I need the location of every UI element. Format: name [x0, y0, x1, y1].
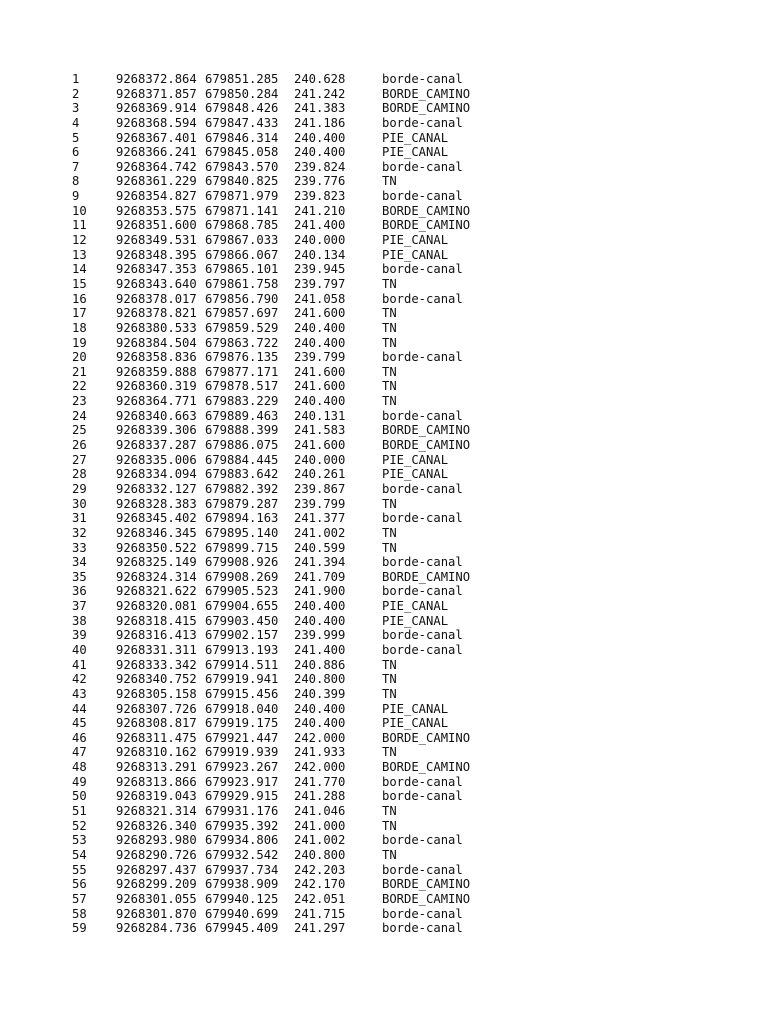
- northing-value: 9268364.742: [116, 159, 197, 174]
- point-id: 38: [72, 613, 87, 628]
- northing-value: 9268339.306: [116, 423, 197, 438]
- point-id: 46: [72, 730, 87, 745]
- northing-value: 9268319.043: [116, 789, 197, 804]
- point-id: 1: [72, 72, 80, 86]
- northing-value: 9268348.395: [116, 247, 197, 262]
- elevation-value: 241.715: [294, 906, 346, 921]
- description-code: TN: [382, 276, 397, 291]
- description-code: borde-canal: [382, 921, 463, 936]
- description-code: borde-canal: [382, 789, 463, 804]
- elevation-value: 241.297: [294, 921, 346, 936]
- easting-value: 679940.125: [205, 891, 279, 906]
- point-id: 4: [72, 115, 80, 130]
- northing-value: 9268321.314: [116, 804, 197, 819]
- northing-value: 9268324.314: [116, 569, 197, 584]
- point-id: 28: [72, 467, 87, 482]
- description-code: TN: [382, 496, 397, 511]
- northing-value: 9268340.752: [116, 672, 197, 687]
- northing-value: 9268332.127: [116, 481, 197, 496]
- description-code: PIE_CANAL: [382, 452, 449, 467]
- elevation-value: 239.824: [294, 159, 346, 174]
- elevation-value: 240.400: [294, 613, 346, 628]
- point-id: 7: [72, 159, 80, 174]
- easting-value: 679865.101: [205, 262, 279, 277]
- point-id: 6: [72, 145, 80, 160]
- elevation-value: 241.288: [294, 789, 346, 804]
- point-id: 52: [72, 818, 87, 833]
- northing-value: 9268284.736: [116, 921, 197, 936]
- northing-value: 9268337.287: [116, 438, 197, 453]
- point-id: 59: [72, 921, 87, 936]
- elevation-value: 241.933: [294, 745, 346, 760]
- easting-value: 679884.445: [205, 452, 279, 467]
- elevation-value: 240.800: [294, 847, 346, 862]
- point-id: 58: [72, 906, 87, 921]
- easting-value: 679934.806: [205, 833, 279, 848]
- northing-value: 9268333.342: [116, 657, 197, 672]
- point-id: 56: [72, 877, 87, 892]
- point-id: 21: [72, 364, 87, 379]
- northing-value: 9268361.229: [116, 174, 197, 189]
- point-id: 33: [72, 540, 87, 555]
- description-code: borde-canal: [382, 72, 463, 86]
- elevation-value: 241.600: [294, 379, 346, 394]
- elevation-value: 240.400: [294, 145, 346, 160]
- easting-value: 679878.517: [205, 379, 279, 394]
- elevation-value: 239.797: [294, 276, 346, 291]
- description-code: BORDE_CAMINO: [382, 569, 471, 584]
- point-id: 10: [72, 203, 87, 218]
- point-id: 45: [72, 716, 87, 731]
- description-code: borde-canal: [382, 189, 463, 204]
- elevation-value: 240.400: [294, 320, 346, 335]
- northing-value: 9268367.401: [116, 130, 197, 145]
- description-code: TN: [382, 686, 397, 701]
- elevation-value: 240.400: [294, 130, 346, 145]
- northing-value: 9268290.726: [116, 847, 197, 862]
- northing-value: 9268360.319: [116, 379, 197, 394]
- point-id: 16: [72, 291, 87, 306]
- point-id: 54: [72, 847, 87, 862]
- northing-value: 9268345.402: [116, 511, 197, 526]
- easting-value: 679895.140: [205, 525, 279, 540]
- easting-value: 679937.734: [205, 862, 279, 877]
- description-code: TN: [382, 379, 397, 394]
- description-code: TN: [382, 672, 397, 687]
- easting-value: 679894.163: [205, 511, 279, 526]
- point-id: 36: [72, 584, 87, 599]
- point-id: 41: [72, 657, 87, 672]
- elevation-value: 239.799: [294, 496, 346, 511]
- elevation-value: 241.394: [294, 555, 346, 570]
- elevation-value: 241.186: [294, 115, 346, 130]
- northing-value: 9268311.475: [116, 730, 197, 745]
- point-id: 17: [72, 306, 87, 321]
- easting-value: 679931.176: [205, 804, 279, 819]
- description-code: BORDE_CAMINO: [382, 218, 471, 233]
- point-id: 13: [72, 247, 87, 262]
- point-id: 29: [72, 481, 87, 496]
- description-code: borde-canal: [382, 350, 463, 365]
- description-code: borde-canal: [382, 584, 463, 599]
- northing-value: 9268325.149: [116, 555, 197, 570]
- point-id: 12: [72, 233, 87, 248]
- point-id: 23: [72, 394, 87, 409]
- easting-value: 679847.433: [205, 115, 279, 130]
- northing-value: 9268318.415: [116, 613, 197, 628]
- northing-value: 9268369.914: [116, 101, 197, 116]
- description-code: PIE_CANAL: [382, 467, 449, 482]
- elevation-value: 240.400: [294, 335, 346, 350]
- description-code: borde-canal: [382, 159, 463, 174]
- easting-value: 679889.463: [205, 408, 279, 423]
- northing-value: 9268380.533: [116, 320, 197, 335]
- elevation-value: 239.945: [294, 262, 346, 277]
- easting-value: 679857.697: [205, 306, 279, 321]
- point-id: 50: [72, 789, 87, 804]
- elevation-value: 241.002: [294, 833, 346, 848]
- easting-value: 679861.758: [205, 276, 279, 291]
- easting-value: 679843.570: [205, 159, 279, 174]
- northing-value: 9268371.857: [116, 86, 197, 101]
- elevation-value: 241.583: [294, 423, 346, 438]
- point-id: 9: [72, 189, 80, 204]
- point-id: 39: [72, 628, 87, 643]
- description-code: PIE_CANAL: [382, 247, 449, 262]
- northing-value: 9268359.888: [116, 364, 197, 379]
- northing-value: 9268384.504: [116, 335, 197, 350]
- description-code: BORDE_CAMINO: [382, 203, 471, 218]
- elevation-value: 242.170: [294, 877, 346, 892]
- elevation-value: 241.770: [294, 774, 346, 789]
- easting-value: 679935.392: [205, 818, 279, 833]
- easting-value: 679859.529: [205, 320, 279, 335]
- northing-value: 9268346.345: [116, 525, 197, 540]
- description-code: PIE_CANAL: [382, 233, 449, 248]
- easting-value: 679877.171: [205, 364, 279, 379]
- description-code: TN: [382, 320, 397, 335]
- point-id: 43: [72, 686, 87, 701]
- easting-value: 679938.909: [205, 877, 279, 892]
- northing-value: 9268335.006: [116, 452, 197, 467]
- description-code: borde-canal: [382, 291, 463, 306]
- point-id: 3: [72, 101, 80, 116]
- point-id: 8: [72, 174, 80, 189]
- northing-value: 9268316.413: [116, 628, 197, 643]
- point-id: 47: [72, 745, 87, 760]
- description-code: borde-canal: [382, 628, 463, 643]
- elevation-value: 241.242: [294, 86, 346, 101]
- easting-value: 679929.915: [205, 789, 279, 804]
- point-id: 57: [72, 891, 87, 906]
- description-code: TN: [382, 394, 397, 409]
- point-id: 2: [72, 86, 80, 101]
- description-code: BORDE_CAMINO: [382, 730, 471, 745]
- easting-value: 679923.267: [205, 760, 279, 775]
- easting-value: 679913.193: [205, 642, 279, 657]
- northing-value: 9268320.081: [116, 599, 197, 614]
- point-id: 31: [72, 511, 87, 526]
- description-code: TN: [382, 657, 397, 672]
- northing-value: 9268334.094: [116, 467, 197, 482]
- description-code: BORDE_CAMINO: [382, 891, 471, 906]
- northing-value: 9268305.158: [116, 686, 197, 701]
- point-id: 24: [72, 408, 87, 423]
- elevation-value: 240.400: [294, 394, 346, 409]
- northing-value: 9268347.353: [116, 262, 197, 277]
- point-id: 22: [72, 379, 87, 394]
- description-code: BORDE_CAMINO: [382, 86, 471, 101]
- description-code: TN: [382, 364, 397, 379]
- point-id: 40: [72, 642, 87, 657]
- northing-value: 9268349.531: [116, 233, 197, 248]
- point-id: 20: [72, 350, 87, 365]
- elevation-value: 240.400: [294, 599, 346, 614]
- description-code: borde-canal: [382, 862, 463, 877]
- northing-value: 9268297.437: [116, 862, 197, 877]
- northing-value: 9268350.522: [116, 540, 197, 555]
- easting-value: 679940.699: [205, 906, 279, 921]
- easting-value: 679915.456: [205, 686, 279, 701]
- description-code: PIE_CANAL: [382, 145, 449, 160]
- elevation-value: 240.134: [294, 247, 346, 262]
- easting-value: 679886.075: [205, 438, 279, 453]
- description-code: PIE_CANAL: [382, 599, 449, 614]
- elevation-value: 241.900: [294, 584, 346, 599]
- point-id: 5: [72, 130, 80, 145]
- northing-value: 9268372.864: [116, 72, 197, 86]
- easting-value: 679914.511: [205, 657, 279, 672]
- easting-value: 679848.426: [205, 101, 279, 116]
- description-code: BORDE_CAMINO: [382, 438, 471, 453]
- easting-value: 679904.655: [205, 599, 279, 614]
- description-code: borde-canal: [382, 408, 463, 423]
- description-code: BORDE_CAMINO: [382, 423, 471, 438]
- elevation-value: 241.600: [294, 438, 346, 453]
- description-code: TN: [382, 525, 397, 540]
- description-code: borde-canal: [382, 833, 463, 848]
- easting-value: 679868.785: [205, 218, 279, 233]
- elevation-value: 239.823: [294, 189, 346, 204]
- description-code: BORDE_CAMINO: [382, 760, 471, 775]
- easting-value: 679908.926: [205, 555, 279, 570]
- elevation-value: 240.400: [294, 716, 346, 731]
- northing-value: 9268307.726: [116, 701, 197, 716]
- description-code: TN: [382, 306, 397, 321]
- easting-value: 679851.285: [205, 72, 279, 86]
- point-id: 35: [72, 569, 87, 584]
- easting-value: 679845.058: [205, 145, 279, 160]
- northing-value: 9268326.340: [116, 818, 197, 833]
- description-code: borde-canal: [382, 511, 463, 526]
- easting-value: 679871.141: [205, 203, 279, 218]
- easting-value: 679921.447: [205, 730, 279, 745]
- point-id: 55: [72, 862, 87, 877]
- northing-value: 9268321.622: [116, 584, 197, 599]
- elevation-value: 240.000: [294, 452, 346, 467]
- easting-value: 679850.284: [205, 86, 279, 101]
- description-code: TN: [382, 847, 397, 862]
- northing-value: 9268331.311: [116, 642, 197, 657]
- point-id: 51: [72, 804, 87, 819]
- elevation-value: 239.776: [294, 174, 346, 189]
- elevation-value: 241.600: [294, 364, 346, 379]
- elevation-value: 239.999: [294, 628, 346, 643]
- description-code: borde-canal: [382, 642, 463, 657]
- elevation-value: 240.599: [294, 540, 346, 555]
- easting-value: 679876.135: [205, 350, 279, 365]
- description-code: borde-canal: [382, 115, 463, 130]
- northing-value: 9268301.870: [116, 906, 197, 921]
- description-code: PIE_CANAL: [382, 613, 449, 628]
- northing-value: 9268354.827: [116, 189, 197, 204]
- northing-value: 9268340.663: [116, 408, 197, 423]
- point-id: 19: [72, 335, 87, 350]
- northing-value: 9268328.383: [116, 496, 197, 511]
- elevation-value: 240.399: [294, 686, 346, 701]
- easting-value: 679932.542: [205, 847, 279, 862]
- easting-value: 679902.157: [205, 628, 279, 643]
- elevation-value: 241.058: [294, 291, 346, 306]
- elevation-value: 241.383: [294, 101, 346, 116]
- point-id: 27: [72, 452, 87, 467]
- easting-value: 679903.450: [205, 613, 279, 628]
- description-code: borde-canal: [382, 262, 463, 277]
- point-id: 15: [72, 276, 87, 291]
- elevation-value: 240.886: [294, 657, 346, 672]
- easting-value: 679846.314: [205, 130, 279, 145]
- northing-value: 9268293.980: [116, 833, 197, 848]
- northing-value: 9268366.241: [116, 145, 197, 160]
- elevation-value: 241.709: [294, 569, 346, 584]
- elevation-value: 242.051: [294, 891, 346, 906]
- point-id: 18: [72, 320, 87, 335]
- easting-value: 679899.715: [205, 540, 279, 555]
- elevation-value: 241.000: [294, 818, 346, 833]
- point-id: 26: [72, 438, 87, 453]
- easting-value: 679883.229: [205, 394, 279, 409]
- point-id: 14: [72, 262, 87, 277]
- easting-value: 679919.939: [205, 745, 279, 760]
- northing-value: 9268313.291: [116, 760, 197, 775]
- description-code: PIE_CANAL: [382, 701, 449, 716]
- easting-value: 679908.269: [205, 569, 279, 584]
- elevation-value: 241.600: [294, 306, 346, 321]
- elevation-value: 242.000: [294, 760, 346, 775]
- easting-value: 679888.399: [205, 423, 279, 438]
- description-code: borde-canal: [382, 774, 463, 789]
- easting-value: 679879.287: [205, 496, 279, 511]
- elevation-value: 241.400: [294, 218, 346, 233]
- elevation-value: 240.628: [294, 72, 346, 86]
- description-code: TN: [382, 174, 397, 189]
- description-code: TN: [382, 818, 397, 833]
- elevation-value: 242.203: [294, 862, 346, 877]
- easting-value: 679840.825: [205, 174, 279, 189]
- northing-value: 9268343.640: [116, 276, 197, 291]
- elevation-value: 241.002: [294, 525, 346, 540]
- easting-value: 679905.523: [205, 584, 279, 599]
- elevation-value: 240.400: [294, 701, 346, 716]
- northing-value: 9268313.866: [116, 774, 197, 789]
- description-code: BORDE_CAMINO: [382, 101, 471, 116]
- description-code: TN: [382, 745, 397, 760]
- description-code: borde-canal: [382, 481, 463, 496]
- northing-value: 9268358.836: [116, 350, 197, 365]
- northing-value: 9268351.600: [116, 218, 197, 233]
- point-id: 34: [72, 555, 87, 570]
- elevation-value: 241.210: [294, 203, 346, 218]
- elevation-value: 240.800: [294, 672, 346, 687]
- point-id: 25: [72, 423, 87, 438]
- elevation-value: 240.131: [294, 408, 346, 423]
- northing-value: 9268299.209: [116, 877, 197, 892]
- elevation-value: 241.046: [294, 804, 346, 819]
- point-id: 30: [72, 496, 87, 511]
- easting-value: 679856.790: [205, 291, 279, 306]
- easting-value: 679919.941: [205, 672, 279, 687]
- northing-value: 9268353.575: [116, 203, 197, 218]
- description-code: TN: [382, 540, 397, 555]
- elevation-value: 240.000: [294, 233, 346, 248]
- description-code: PIE_CANAL: [382, 716, 449, 731]
- point-id: 42: [72, 672, 87, 687]
- description-code: PIE_CANAL: [382, 130, 449, 145]
- description-code: borde-canal: [382, 906, 463, 921]
- easting-value: 679863.722: [205, 335, 279, 350]
- point-id: 37: [72, 599, 87, 614]
- easting-value: 679871.979: [205, 189, 279, 204]
- elevation-value: 239.799: [294, 350, 346, 365]
- northing-value: 9268368.594: [116, 115, 197, 130]
- northing-value: 9268378.017: [116, 291, 197, 306]
- easting-value: 679867.033: [205, 233, 279, 248]
- northing-value: 9268364.771: [116, 394, 197, 409]
- easting-value: 679923.917: [205, 774, 279, 789]
- point-id: 32: [72, 525, 87, 540]
- elevation-value: 241.400: [294, 642, 346, 657]
- point-id: 53: [72, 833, 87, 848]
- easting-value: 679919.175: [205, 716, 279, 731]
- elevation-value: 240.261: [294, 467, 346, 482]
- northing-value: 9268301.055: [116, 891, 197, 906]
- description-code: TN: [382, 804, 397, 819]
- description-code: borde-canal: [382, 555, 463, 570]
- northing-value: 9268308.817: [116, 716, 197, 731]
- description-code: BORDE_CAMINO: [382, 877, 471, 892]
- elevation-value: 242.000: [294, 730, 346, 745]
- easting-value: 679883.642: [205, 467, 279, 482]
- easting-value: 679882.392: [205, 481, 279, 496]
- northing-value: 9268378.821: [116, 306, 197, 321]
- point-id: 49: [72, 774, 87, 789]
- easting-value: 679918.040: [205, 701, 279, 716]
- point-id: 48: [72, 760, 87, 775]
- easting-value: 679945.409: [205, 921, 279, 936]
- point-id: 11: [72, 218, 87, 233]
- description-code: TN: [382, 335, 397, 350]
- point-id: 44: [72, 701, 87, 716]
- elevation-value: 239.867: [294, 481, 346, 496]
- easting-value: 679866.067: [205, 247, 279, 262]
- elevation-value: 241.377: [294, 511, 346, 526]
- northing-value: 9268310.162: [116, 745, 197, 760]
